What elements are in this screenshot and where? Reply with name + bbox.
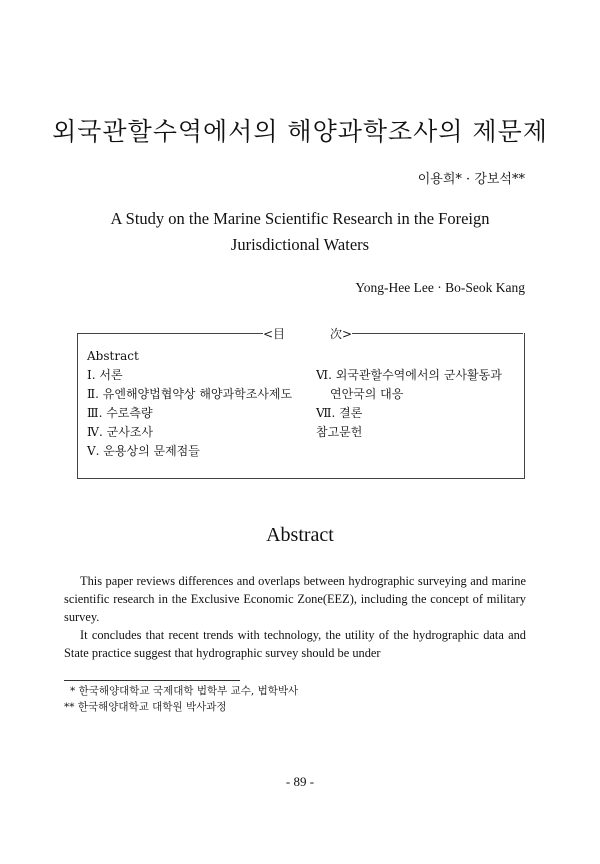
footnote: ** 한국해양대학교 대학원 박사과정 <box>64 701 227 713</box>
toc-item[interactable]: Ⅳ. 군사조사 <box>87 425 153 439</box>
abstract-body <box>64 572 526 662</box>
toc-item-continuation[interactable]: 연안국의 대응 <box>330 387 404 401</box>
footnote: * 한국해양대학교 국제대학 법학부 교수, 법학박사 <box>70 685 299 697</box>
footnotes <box>64 683 298 715</box>
toc-item[interactable]: Ⅲ. 수로측량 <box>87 406 153 420</box>
footnote-rule <box>64 680 240 681</box>
toc-right-column <box>316 366 502 442</box>
toc-heading-left: <目 <box>263 327 286 341</box>
toc-item[interactable]: Ⅴ. 운용상의 문제점들 <box>87 444 200 458</box>
toc-item[interactable]: Abstract <box>87 349 139 363</box>
toc-heading-right: 次> <box>329 327 352 341</box>
toc-item[interactable]: Ⅱ. 유엔해양법협약상 해양과학조사제도 <box>87 387 293 401</box>
abstract-paragraph: This paper reviews differences and overlaps between hydrographic surveying and marine scientific research in the Exclusive Economic Zone(EEZ), including the concept of military survey. <box>64 574 526 624</box>
toc-heading <box>263 325 352 342</box>
toc-top-rule-right <box>352 333 523 334</box>
toc-top-rule-left <box>77 333 263 334</box>
toc-item[interactable]: Ⅶ. 결론 <box>316 406 363 420</box>
page-number: - 89 - <box>285 774 315 789</box>
korean-authors: 이용희* · 강보석** <box>417 172 525 187</box>
abstract-heading: Abstract <box>266 524 334 546</box>
english-title: A Study on the Marine Scientific Research in the Foreign Jurisdictional Waters <box>110 209 490 254</box>
toc-item[interactable]: Ⅵ. 외국관할수역에서의 군사활동과 <box>316 368 502 382</box>
english-authors: Yong-Hee Lee · Bo-Seok Kang <box>355 280 525 295</box>
korean-title: 외국관할수역에서의 해양과학조사의 제문제 <box>52 117 548 146</box>
toc-item[interactable]: Ⅰ. 서론 <box>87 368 123 382</box>
toc-left-column <box>87 347 292 461</box>
toc-item[interactable]: 참고문헌 <box>316 425 363 439</box>
abstract-paragraph: It concludes that recent trends with technology, the utility of the hydrographic data and State practice suggest that hydrographic survey should be under <box>64 628 526 660</box>
